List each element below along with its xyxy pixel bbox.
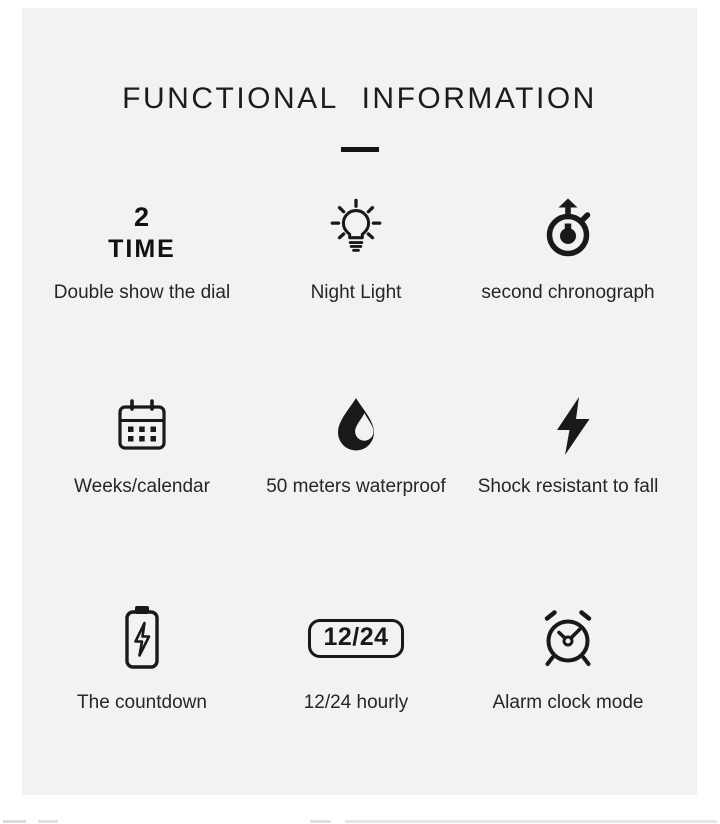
page-title: FUNCTIONAL INFORMATION (122, 82, 597, 115)
lightning-bolt-icon (542, 394, 594, 458)
feature-alarm-clock (443, 596, 693, 714)
dual-time-text-icon: 2 TIME (108, 202, 176, 263)
feature-label: Double show the dial (53, 282, 231, 303)
feature-label: Weeks/calendar (74, 476, 210, 497)
alarm-clock-icon (535, 606, 601, 670)
feature-label: Night Light (310, 282, 402, 303)
feature-label: second chronograph (481, 282, 655, 303)
feature-label: The countdown (77, 692, 207, 713)
feature-dual-time (17, 186, 267, 304)
next-section-fragment (38, 820, 58, 823)
water-drop-icon (326, 394, 386, 458)
badge-12-24: 12/24 (308, 619, 403, 658)
stopwatch-icon (536, 196, 600, 260)
battery-charging-icon (120, 603, 164, 673)
gray-panel (22, 8, 697, 795)
feature-second-chronograph (443, 186, 693, 304)
feature-label: 50 meters waterproof (266, 476, 446, 497)
next-section-fragment (310, 820, 331, 823)
feature-label: 12/24 hourly (303, 692, 409, 713)
next-section-fragment (3, 820, 26, 823)
feature-label: Alarm clock mode (492, 692, 644, 713)
feature-countdown (17, 596, 267, 714)
light-bulb-icon (325, 197, 387, 259)
feature-label: Shock resistant to fall (477, 476, 659, 497)
feature-weeks-calendar (17, 384, 267, 498)
next-section-fragment (345, 820, 717, 823)
calendar-icon (110, 396, 174, 456)
feature-shock-resistant (443, 384, 693, 498)
title-underline (341, 147, 379, 152)
